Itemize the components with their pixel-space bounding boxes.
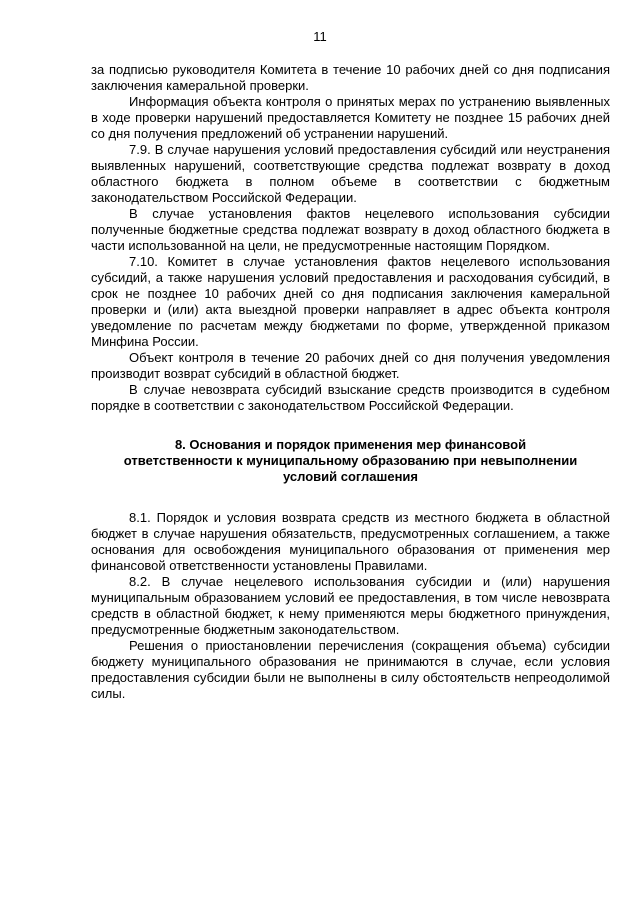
paragraph-return-deadline: Объект контроля в течение 20 рабочих дней со дня получения уведомления производит возврат субсидий в областной бюджет. — [91, 350, 610, 381]
section-heading-line-1: 8. Основания и порядок применения мер финансовой — [174, 437, 527, 452]
section-heading-line-2: ответственности к муниципальному образованию при невыполнении — [123, 453, 578, 468]
document-body — [91, 62, 610, 702]
paragraph-force-majeure: Решения о приостановлении перечисления (сокращения объема) субсидии бюджету муниципального образования не принимаются в случае, если условия предоставления субсидии были не выполнены в силу обстоятельств непреодолимой силы. — [91, 638, 610, 701]
spacer — [91, 485, 610, 510]
section-heading-line-3: условий соглашения — [283, 469, 418, 484]
paragraph-control-info: Информация объекта контроля о принятых мерах по устранению выявленных в ходе проверки нарушений предоставляется Комитету не позднее 15 рабочих дней со дня получения предложений об устранении нарушений. — [91, 94, 610, 141]
page-number: 11 — [313, 29, 327, 44]
paragraph-8-1: 8.1. Порядок и условия возврата средств из местного бюджета в областной бюджет в случае нарушения обязательств, предусмотренных соглашением, а также основания для освобождения муниципального образования от применения мер финансовой ответственности установлены Правилами. — [91, 510, 610, 573]
paragraph-misuse-return: В случае установления фактов нецелевого использования субсидии полученные бюджетные средства подлежат возврату в доход областного бюджета в части использованной на цели, не предусмотренные настоящим Порядком. — [91, 206, 610, 253]
paragraph-7-9: 7.9. В случае нарушения условий предоставления субсидий или неустранения выявленных нарушений, соответствующие средства подлежат возврату в доход областного бюджета в полном объеме в соответствии с бюджетным законодательством Российской Федерации. — [91, 142, 610, 205]
paragraph-8-2: 8.2. В случае нецелевого использования субсидии и (или) нарушения муниципальным образованием условий ее предоставления, в том числе невозврата средств в областной бюджет, к нему применяются меры бюджетного принуждения, предусмотренные бюджетным законодательством. — [91, 574, 610, 637]
paragraph-7-10: 7.10. Комитет в случае установления фактов нецелевого использования субсидий, а также нарушения условий предоставления и расходования субсидий, в срок не позднее 10 рабочих дней со дня подписания заключения камеральной проверки и (или) акта выездной проверки направляет в адрес объекта контроля уведомление по расчетам между бюджетами по форме, утвержденной приказом Минфина России. — [91, 254, 610, 349]
spacer — [91, 414, 610, 437]
paragraph-continuation: за подписью руководителя Комитета в течение 10 рабочих дней со дня подписания заключения камеральной проверки. — [91, 62, 610, 93]
section-heading — [91, 437, 610, 485]
paragraph-court-recovery: В случае невозврата субсидий взыскание средств производится в судебном порядке в соответствии с законодательством Российской Федерации. — [91, 382, 610, 413]
